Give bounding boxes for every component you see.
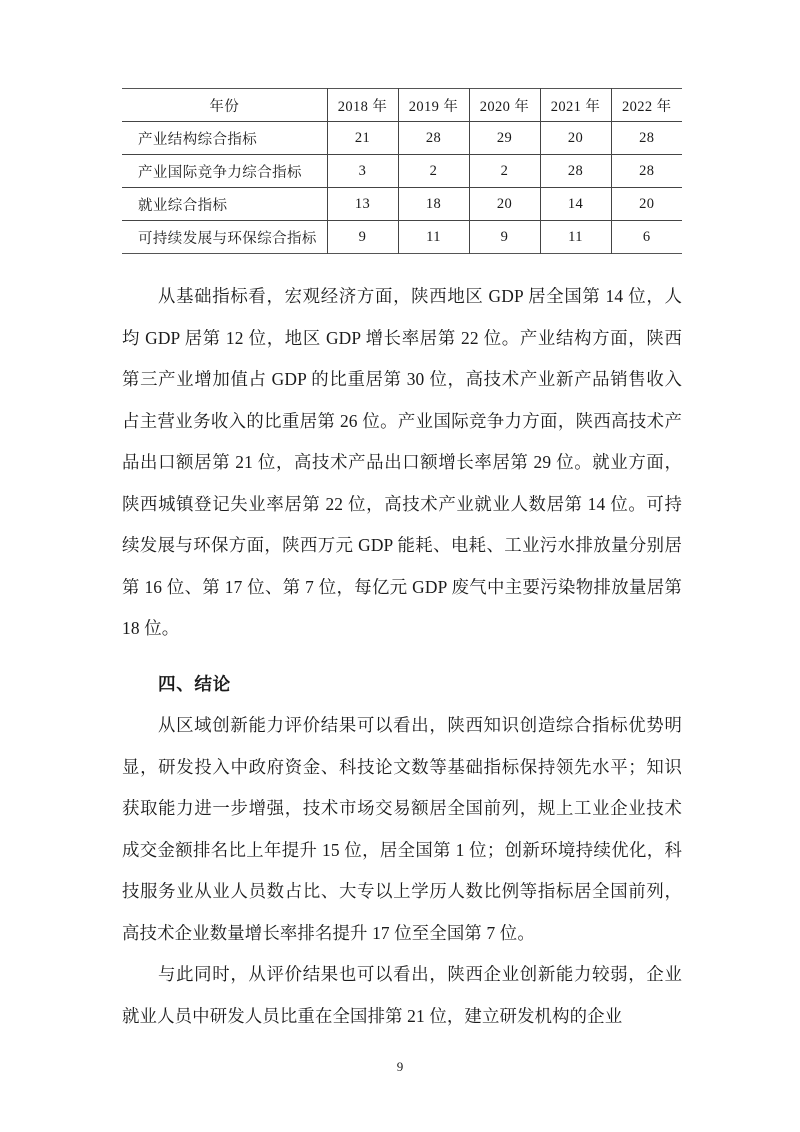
table-cell-value: 20 [469, 188, 540, 221]
spacer [122, 650, 682, 664]
table-cell-value: 18 [398, 188, 469, 221]
table-cell-value: 11 [540, 221, 611, 254]
paragraph-basic-indicators: 从基础指标看，宏观经济方面，陕西地区 GDP 居全国第 14 位，人均 GDP 居第 12 位，地区 GDP 增长率居第 22 位。产业结构方面，陕西第三产业增加值占 GDP 的比重居第 30 位，高技术产业新产品销售收入占主营业务收入的比重居第 26 位。产业国际竞争力方面，陕西高技术产品出口额居第 21 位，高技术产品出口额增长率居第 29 位。就业方面，陕西城镇登记失业率居第 22 位，高技术产业就业人数居第 14 位。可持续发展与环保方面，陕西万元 GDP 能耗、电耗、工业污水排放量分别居第 16 位、第 17 位、第 7 位，每亿元 GDP 废气中主要污染物排放量居第 18 位。 [122, 286, 682, 638]
table-row-label: 可持续发展与环保综合指标 [138, 230, 317, 247]
table-row [122, 188, 682, 221]
table-row [122, 221, 682, 254]
table-cell-value: 29 [469, 122, 540, 155]
table-cell-value: 28 [398, 122, 469, 155]
table-cell-value: 21 [327, 122, 398, 155]
table-cell-value: 13 [327, 188, 398, 221]
table-header-cell-2022: 2022 年 [611, 89, 682, 122]
table-header-row [122, 89, 682, 122]
table-header-cell-2020: 2020 年 [469, 89, 540, 122]
table-row-label: 产业国际竞争力综合指标 [122, 155, 327, 188]
page-content [122, 88, 682, 1037]
paragraph-conclusion-strengths: 从区域创新能力评价结果可以看出，陕西知识创造综合指标优势明显，研发投入中政府资金、科技论文数等基础指标保持领先水平；知识获取能力进一步增强，技术市场交易额居全国前列，规上工业企业技术成交金额排名比上年提升 15 位，居全国第 1 位；创新环境持续优化，科技服务业从业人员数占比、大专以上学历人数比例等指标居全国前列，高技术企业数量增长率排名提升 17 位至全国第 7 位。 [122, 715, 682, 943]
table-cell-value: 9 [469, 221, 540, 254]
spacer [122, 254, 682, 276]
table-cell-value: 11 [398, 221, 469, 254]
table-row-label: 就业综合指标 [122, 188, 327, 221]
table-header [122, 89, 682, 122]
table-cell-value: 3 [327, 155, 398, 188]
table-row [122, 155, 682, 188]
table-row-label: 产业结构综合指标 [122, 122, 327, 155]
section-heading-conclusion: 四、结论 [158, 673, 231, 694]
table-body [122, 122, 682, 254]
regional-innovation-indicator-table [122, 88, 682, 254]
table-header-cell-2019: 2019 年 [398, 89, 469, 122]
table-cell-value: 20 [540, 122, 611, 155]
table-cell-value: 20 [611, 188, 682, 221]
page-number: 9 [396, 1059, 404, 1074]
table-row [122, 122, 682, 155]
table-header-cell-year: 年份 [122, 89, 327, 122]
table-cell-value: 28 [611, 155, 682, 188]
table-header-cell-2021: 2021 年 [540, 89, 611, 122]
table-cell-value: 9 [327, 221, 398, 254]
table-cell-value: 28 [611, 122, 682, 155]
paragraph-conclusion-weaknesses: 与此同时，从评价结果也可以看出，陕西企业创新能力较弱，企业就业人员中研发人员比重在全国排第 21 位，建立研发机构的企业 [122, 964, 682, 1026]
table-cell-value: 2 [398, 155, 469, 188]
table-header-cell-2018: 2018 年 [327, 89, 398, 122]
table-cell-value: 6 [611, 221, 682, 254]
table-cell-value: 2 [469, 155, 540, 188]
table-cell-value: 28 [540, 155, 611, 188]
table-cell-value: 14 [540, 188, 611, 221]
